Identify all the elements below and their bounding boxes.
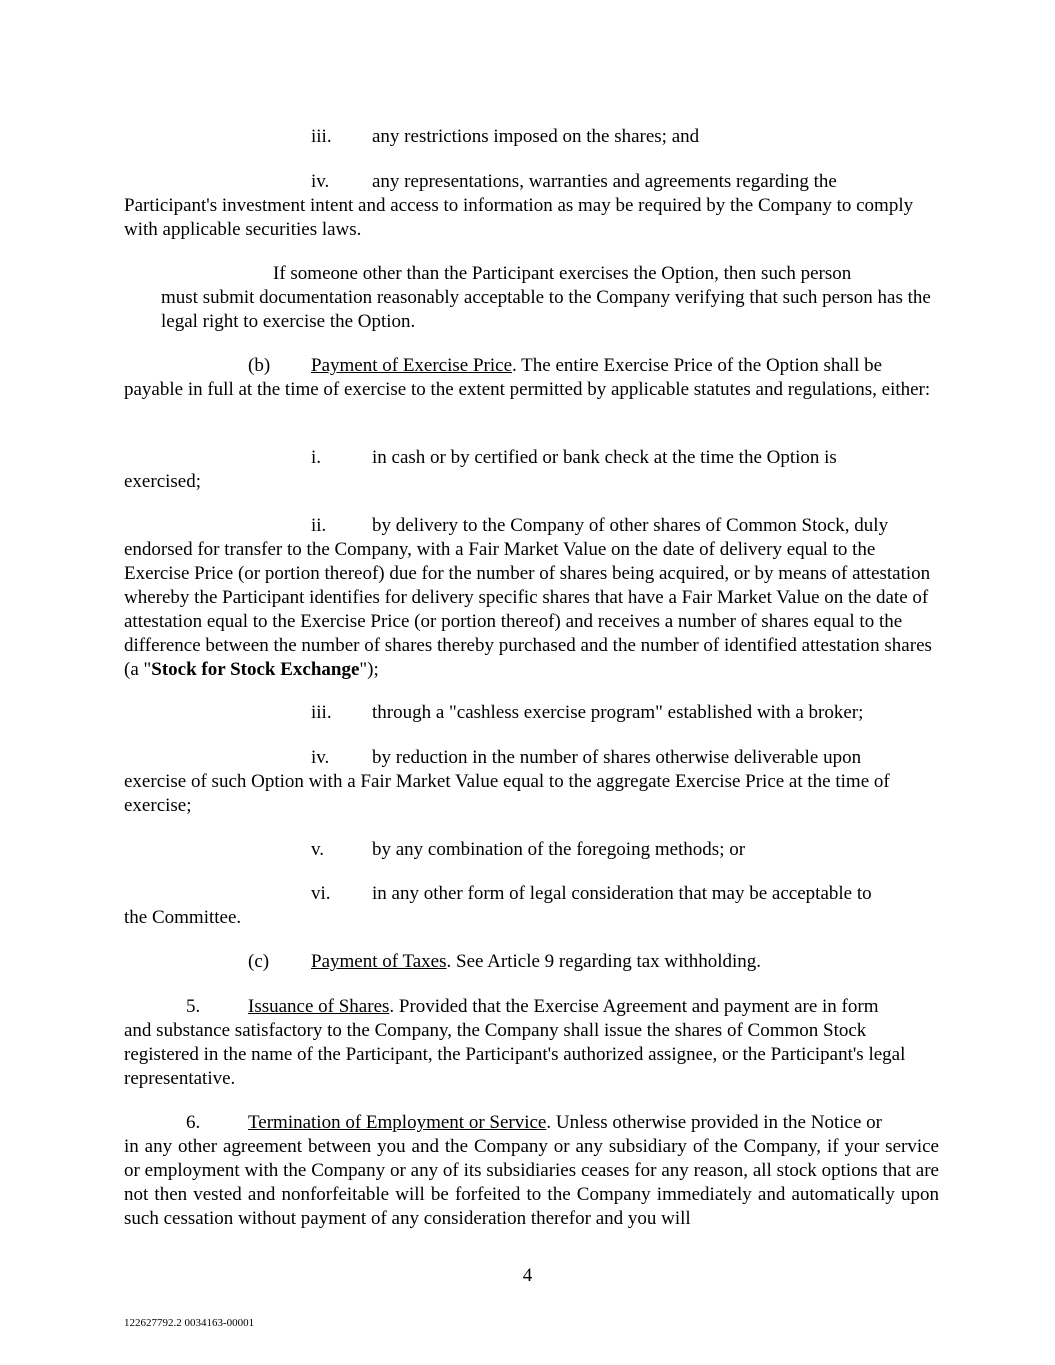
item-v-text: by any combination of the foregoing methods; or xyxy=(372,839,746,860)
item-iii-b-num: iii. xyxy=(311,702,332,723)
item-v-num: v. xyxy=(311,839,325,860)
section-5-body: and substance satisfactory to the Company, the Company shall issue the shares of Common Stock registered in the name of the Participant, the Participant's authorized assignee, or the Participant's legal representative. xyxy=(124,1020,906,1089)
section-c-num: (c) xyxy=(248,951,270,972)
section-c-text: . See Article 9 regarding tax withholding. xyxy=(446,951,761,972)
item-i-body: exercised; xyxy=(124,471,202,492)
section-5-heading: Issuance of Shares xyxy=(248,996,390,1017)
section-b-body: payable in full at the time of exercise to the extent permitted by applicable statutes and regulations, either: xyxy=(124,379,931,400)
item-ii-line1: by delivery to the Company of other shares of Common Stock, duly xyxy=(372,515,889,536)
section-b-num: (b) xyxy=(248,355,271,376)
item-ii-body xyxy=(124,538,939,682)
section-c-line xyxy=(311,950,761,974)
document-id: 122627792.2 0034163-00001 xyxy=(124,1317,255,1329)
item-iv-b-body: exercise of such Option with a Fair Market Value equal to the aggregate Exercise Price at the time of exercise; xyxy=(124,771,890,816)
item-ii-body-text: endorsed for transfer to the Company, with a Fair Market Value on the date of delivery equal to the Exercise Price (or portion thereof) due for the number of shares being acquired, or by means of attestation whereby the Participant identifies for delivery specific shares that have a Fair Market Value on the date of attestation equal to the Exercise Price (or portion thereof) and receives a number of shares equal to the difference between the number of shares thereby purchased and the number of identified attestation shares (a " xyxy=(124,539,932,680)
item-iv-body: Participant's investment intent and access to information as may be required by the Company to comply with applicable securities laws. xyxy=(124,195,914,240)
section-6-heading: Termination of Employment or Service xyxy=(248,1112,547,1133)
item-vi-body: the Committee. xyxy=(124,907,242,928)
item-ii-tail: "); xyxy=(359,659,379,680)
item-iii-b-text: through a "cashless exercise program" established with a broker; xyxy=(372,702,864,723)
item-vi-num: vi. xyxy=(311,883,331,904)
item-iv-line1: any representations, warranties and agreements regarding the xyxy=(372,171,837,192)
item-iv-num: iv. xyxy=(311,171,330,192)
section-c-heading: Payment of Taxes xyxy=(311,951,447,972)
section-b-line1-text: . The entire Exercise Price of the Option shall be xyxy=(512,355,883,376)
section-6-num: 6. xyxy=(186,1112,201,1133)
someone-line1: If someone other than the Participant exercises the Option, then such person xyxy=(273,263,852,284)
section-b-heading: Payment of Exercise Price xyxy=(311,355,513,376)
item-ii-num: ii. xyxy=(311,515,327,536)
item-ii-defined-term: Stock for Stock Exchange xyxy=(151,659,360,680)
someone-body: must submit documentation reasonably acceptable to the Company verifying that such person has the legal right to exercise the Option. xyxy=(161,287,931,332)
item-iv-b-line1: by reduction in the number of shares otherwise deliverable upon xyxy=(372,747,862,768)
section-5-num: 5. xyxy=(186,996,201,1017)
section-5-line1-text: . Provided that the Exercise Agreement and payment are in form xyxy=(389,996,879,1017)
section-5-line1 xyxy=(248,995,939,1019)
section-6-body: in any other agreement between you and the Company or any subsidiary of the Company, if your service or employment with the Company or any of its subsidiaries ceases for any reason, all stock options that are not then vested and nonforfeitable will be forfeited to the Company immediately and automatically upon such cessation without payment of any consideration therefor and you will xyxy=(124,1136,939,1229)
section-6-line1-text: . Unless otherwise provided in the Notice or xyxy=(546,1112,882,1133)
item-vi-line1: in any other form of legal consideration that may be acceptable to xyxy=(372,883,872,904)
section-b-line1 xyxy=(311,354,939,378)
section-6-line1 xyxy=(248,1111,939,1135)
item-i-line1: in cash or by certified or bank check at the time the Option is xyxy=(372,447,837,468)
item-i-num: i. xyxy=(311,447,322,468)
item-iii-num: iii. xyxy=(311,126,332,147)
page-number: 4 xyxy=(522,1265,533,1286)
item-iv-b-num: iv. xyxy=(311,747,330,768)
item-iii-text: any restrictions imposed on the shares; and xyxy=(372,126,700,147)
